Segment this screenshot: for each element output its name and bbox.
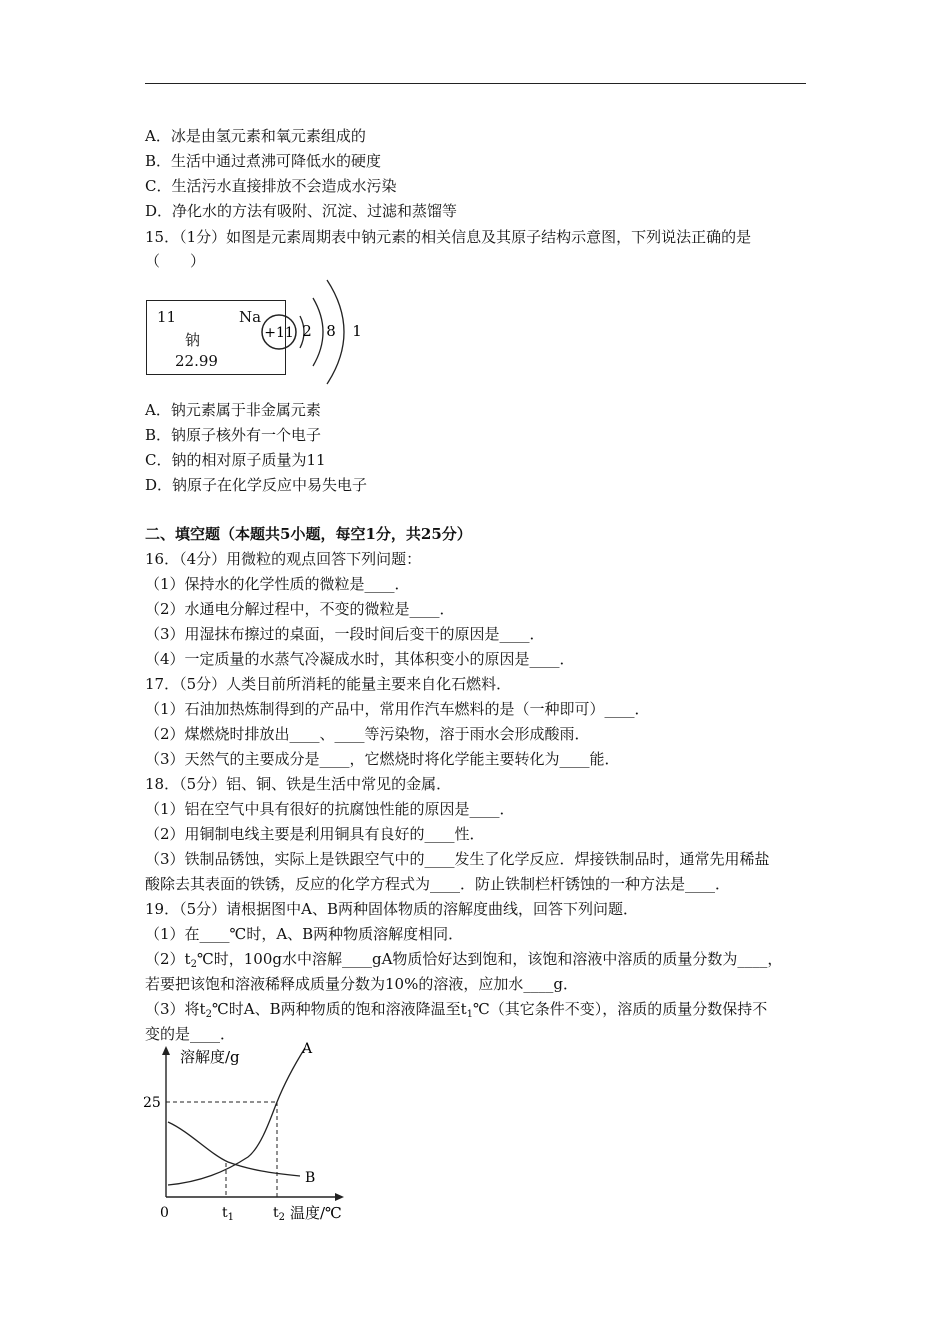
q15-option-d: D．钠原子在化学反应中易失电子 [145,476,368,494]
q16-part-4: （4）一定质量的水蒸气冷凝成水时，其体积变小的原因是____． [145,650,575,668]
q14-option-d: D．净化水的方法有吸附、沉淀、过滤和蒸馏等 [145,202,458,220]
q19-stem: 19．（5分）请根据图中A、B两种固体物质的溶解度曲线，回答下列问题． [145,900,638,918]
q19-part-3-line2: 变的是____． [145,1025,236,1043]
q18-part-2: （2）用铜制电线主要是利用铜具有良好的____性． [145,825,485,843]
x-axis-arrow [335,1193,344,1201]
q19-p3-a: （3）将t [145,1000,206,1018]
x-tick-t2-base: t [273,1205,279,1221]
y-tick-25: 25 [143,1095,161,1111]
origin-label: 0 [160,1205,169,1221]
header-rule [145,83,806,84]
q19-part-2-line2: 若要把该饱和溶液稀释成质量分数为10%的溶液，应加水____g． [145,975,578,993]
q14-option-c: C．生活污水直接排放不会造成水污染 [145,177,397,195]
x-tick-t2-sub: 2 [278,1212,286,1223]
q15-answer-blank: （ ） [145,252,206,270]
q18-part-3-line1: （3）铁制品锈蚀，实际上是铁跟空气中的____发生了化学反应．焊接铁制品时，通常先用稀盐 [145,850,770,868]
q18-part-3-line2: 酸除去其表面的铁锈，反应的化学方程式为____．防止铁制栏杆锈蚀的一种方法是____． [145,875,731,893]
q19-p2-sub: 2 [190,959,197,970]
q19-p3-sub1: 2 [205,1009,212,1020]
q15-option-a: A．钠元素属于非金属元素 [145,401,321,419]
element-name: 钠 [185,331,201,349]
q17-stem: 17．（5分）人类目前所消耗的能量主要来自化石燃料． [145,675,512,693]
q17-part-3: （3）天然气的主要成分是____，它燃烧时将化学能主要转化为____能． [145,750,620,768]
q14-option-b: B．生活中通过煮沸可降低水的硬度 [145,152,382,170]
q18-part-1: （1）铝在空气中具有很好的抗腐蚀性能的原因是____． [145,800,515,818]
shell-electrons-2: 8 [326,322,336,340]
shell-arc-2 [313,298,323,366]
q14-option-a: A．冰是由氢元素和氧元素组成的 [145,127,366,145]
nucleus-charge: +11 [264,325,294,341]
q17-part-1: （1）石油加热炼制得到的产品中，常用作汽车燃料的是（一种即可）____． [145,700,650,718]
q19-p3-sub2: 1 [466,1009,473,1020]
x-tick-t1-base: t [222,1205,228,1221]
q18-stem: 18．（5分）铝、铜、铁是生活中常见的金属． [145,775,452,793]
curve-b-label: B [305,1170,316,1186]
element-symbol: Na [239,308,262,326]
q17-part-2: （2）煤燃烧时排放出____、____等污染物，溶于雨水会形成酸雨． [145,725,590,743]
q15-stem: 15．（1分）如图是元素周期表中钠元素的相关信息及其原子结构示意图，下列说法正确的是 [145,228,752,246]
q16-part-1: （1）保持水的化学性质的微粒是____． [145,575,410,593]
x-tick-t1 [222,1205,234,1223]
curve-b [168,1122,300,1176]
q19-p2-a: （2）t [145,950,191,968]
q16-stem: 16．（4分）用微粒的观点回答下列问题： [145,550,422,568]
y-axis-arrow [162,1046,170,1055]
q19-p3-c: ℃（其它条件不变），溶质的质量分数保持不 [473,1000,768,1018]
atomic-number: 11 [157,308,177,326]
shell-electrons-1: 2 [302,322,312,340]
q19-p2-b: ℃时，100g水中溶解____gA物质恰好达到饱和，该饱和溶液中溶质的质量分数为____， [196,950,783,968]
atom-structure-diagram [255,272,375,392]
q19-part-2-line1 [145,949,782,975]
q19-part-1: （1）在____℃时，A、B两种物质溶解度相同． [145,925,464,943]
atomic-mass: 22.99 [175,352,218,370]
q19-part-3-line1 [145,999,767,1025]
x-axis-label: 温度/℃ [290,1204,342,1222]
q19-p3-b: ℃时A、B两种物质的饱和溶液降温至t [211,1000,467,1018]
shell-electrons-3: 1 [352,322,362,340]
solubility-graph [140,1042,360,1227]
q15-option-b: B．钠原子核外有一个电子 [145,426,322,444]
x-tick-t2 [273,1205,285,1223]
curve-a-label: A [302,1042,313,1057]
q16-part-2: （2）水通电分解过程中，不变的微粒是____． [145,600,455,618]
q15-option-c: C．钠的相对原子质量为11 [145,451,326,469]
y-axis-label: 溶解度/g [180,1048,240,1066]
q16-part-3: （3）用湿抹布擦过的桌面，一段时间后变干的原因是____． [145,625,545,643]
section-title: 二、填空题（本题共5小题，每空1分，共25分） [145,525,472,543]
x-tick-t1-sub: 1 [227,1212,235,1223]
